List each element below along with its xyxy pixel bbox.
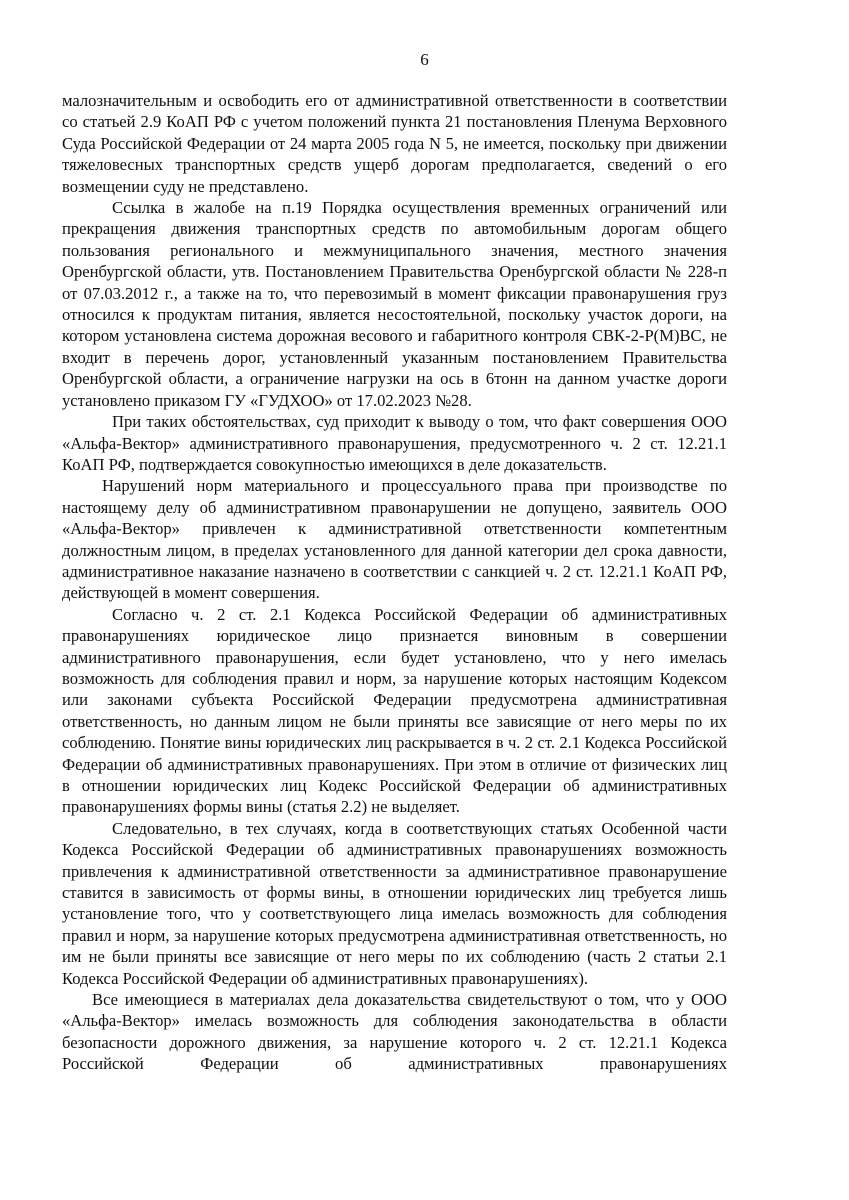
paragraph-3: При таких обстоятельствах, суд приходит к выводу о том, что факт совершения ООО «Альфа-Вектор» административного правонарушения, предусмотренного ч. 2 ст. 12.21.1 КоАП РФ, подтверждается совокупностью имеющихся в деле доказательств. bbox=[62, 412, 727, 474]
paragraph-1: малозначительным и освободить его от административной ответственности в соответствии со статьей 2.9 КоАП РФ с учетом положений пункта 21 постановления Пленума Верховного Суда Российской Федерации от 24 марта 2005 года N 5, не имеется, поскольку при движении тяжеловесных транспортных средств ущерб дорогам предполагается, сведений о его возмещении суду не представлено. bbox=[62, 91, 727, 196]
document-body bbox=[62, 90, 727, 1075]
paragraph-2: Ссылка в жалобе на п.19 Порядка осуществления временных ограничений или прекращения движения транспортных средств по автомобильным дорогам общего пользования регионального и межмуниципального значения, местного значения Оренбургской области, утв. Постановлением Правительства Оренбургской области № 228-п от 07.03.2012 г., а также на то, что перевозимый в момент фиксации правонарушения груз относился к продуктам питания, является несостоятельной, поскольку участок дороги, на котором установлена система дорожная весового и габаритного контроля СВК-2-Р(М)ВС, не входит в перечень дорог, установленный указанным постановлением Правительства Оренбургской области, а ограничение нагрузки на ось в 6тонн на данном участке дороги установлено приказом ГУ «ГУДХОО» от 17.02.2023 №28. bbox=[62, 198, 727, 410]
paragraph-7: Все имеющиеся в материалах дела доказательства свидетельствуют о том, что у ООО «Альфа-Вектор» имелась возможность для соблюдения законодательства в области безопасности дорожного движения, за нарушение которого ч. 2 ст. 12.21.1 Кодекса Российской Федерации об административных правонарушениях bbox=[62, 990, 727, 1074]
paragraph-4: Нарушений норм материального и процессуального права при производстве по настоящему делу об административном правонарушении не допущено, заявитель ООО «Альфа-Вектор» привлечен к административной ответственности компетентным должностным лицом, в пределах установленного для данной категории дел срока давности, административное наказание назначено в соответствии с санкцией ч. 2 ст. 12.21.1 КоАП РФ, действующей в момент совершения. bbox=[62, 476, 727, 603]
paragraph-6: Следовательно, в тех случаях, когда в соответствующих статьях Особенной части Кодекса Российской Федерации об административных правонарушениях возможность привлечения к административной ответственности за административное правонарушение ставится в зависимость от формы вины, в отношении юридических лиц требуется лишь установление того, что у соответствующего лица имелась возможность для соблюдения правил и норм, за нарушение которых предусмотрена административная ответственность, но им не были приняты все зависящие от него меры по их соблюдению (часть 2 статьи 2.1 Кодекса Российской Федерации об административных правонарушениях). bbox=[62, 818, 727, 988]
paragraph-5: Согласно ч. 2 ст. 2.1 Кодекса Российской Федерации об административных правонарушениях юридическое лицо признается виновным в совершении административного правонарушения, если будет установлено, что у него имелась возможность для соблюдения правил и норм, за нарушение которых настоящим Кодексом или законами субъекта Российской Федерации предусмотрена административная ответственность, но данным лицом не были приняты все зависящие от него меры по их соблюдению. Понятие вины юридических лиц раскрывается в ч. 2 ст. 2.1 Кодекса Российской Федерации об административных правонарушениях. При этом в отличие от физических лиц в отношении юридических лиц Кодекс Российской Федерации об административных правонарушениях формы вины (статья 2.2) не выделяет. bbox=[62, 604, 727, 817]
page-number: 6 bbox=[420, 50, 429, 69]
